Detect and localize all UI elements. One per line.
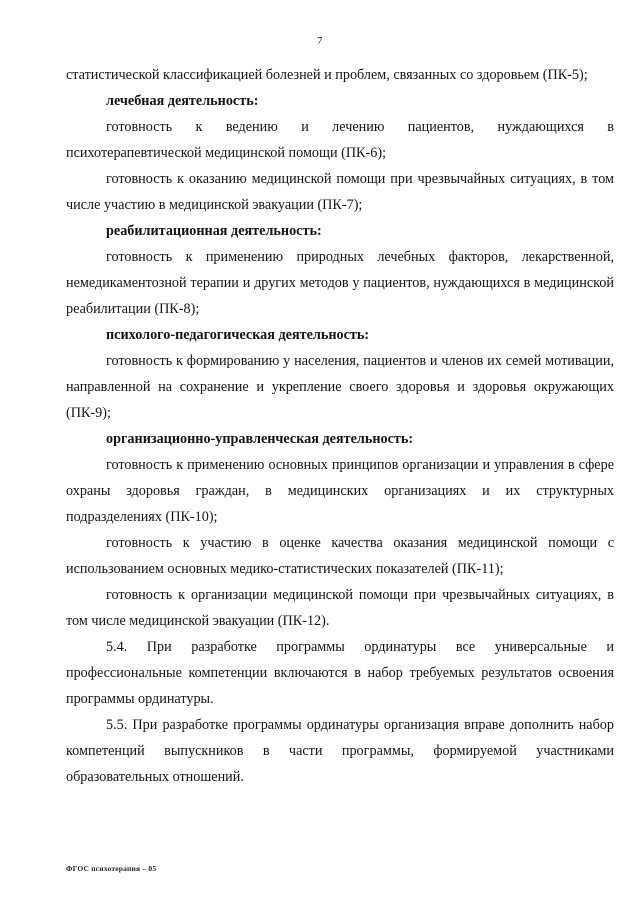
paragraph-pk8: готовность к применению природных лечебных факторов, лекарственной, немедикаментозной терапии и других методов у пациентов, нуждающихся в медицинской реабилитации (ПК-8); xyxy=(66,249,614,317)
page-footer: ФГОС психотерапия – 05 xyxy=(66,864,157,873)
paragraph-section-5-4: 5.4. При разработке программы ординатуры все универсальные и профессиональные компетенции включаются в набор требуемых результатов освоения программы ординатуры. xyxy=(66,639,614,707)
page-number: 7 xyxy=(317,35,323,47)
document-body xyxy=(66,62,614,790)
paragraph-pk12: готовность к организации медицинской помощи при чрезвычайных ситуациях, в том числе медицинской эвакуации (ПК-12). xyxy=(66,587,614,629)
heading-organizational-activity: организационно-управленческая деятельность: xyxy=(106,431,414,447)
paragraph-pk11: готовность к участию в оценке качества оказания медицинской помощи с использованием основных медико-статистических показателей (ПК-11); xyxy=(66,535,614,577)
heading-treatment-activity: лечебная деятельность: xyxy=(106,93,259,109)
heading-psycho-pedagogical-activity: психолого-педагогическая деятельность: xyxy=(106,327,370,343)
heading-rehabilitation-activity: реабилитационная деятельность: xyxy=(106,223,322,239)
paragraph-pk5-continuation: статистической классификацией болезней и проблем, связанных со здоровьем (ПК-5); xyxy=(66,67,588,83)
paragraph-section-5-5: 5.5. При разработке программы ординатуры организация вправе дополнить набор компетенций выпускников в части программы, формируемой участниками образовательных отношений. xyxy=(66,717,614,785)
paragraph-pk9: готовность к формированию у населения, пациентов и членов их семей мотивации, направленной на сохранение и укрепление своего здоровья и здоровья окружающих (ПК-9); xyxy=(66,353,614,421)
paragraph-pk10: готовность к применению основных принципов организации и управления в сфере охраны здоровья граждан, в медицинских организациях и их структурных подразделениях (ПК-10); xyxy=(66,457,614,525)
paragraph-pk6: готовность к ведению и лечению пациентов, нуждающихся в психотерапевтической медицинской помощи (ПК-6); xyxy=(66,119,614,161)
paragraph-pk7: готовность к оказанию медицинской помощи при чрезвычайных ситуациях, в том числе участию в медицинской эвакуации (ПК-7); xyxy=(66,171,614,213)
